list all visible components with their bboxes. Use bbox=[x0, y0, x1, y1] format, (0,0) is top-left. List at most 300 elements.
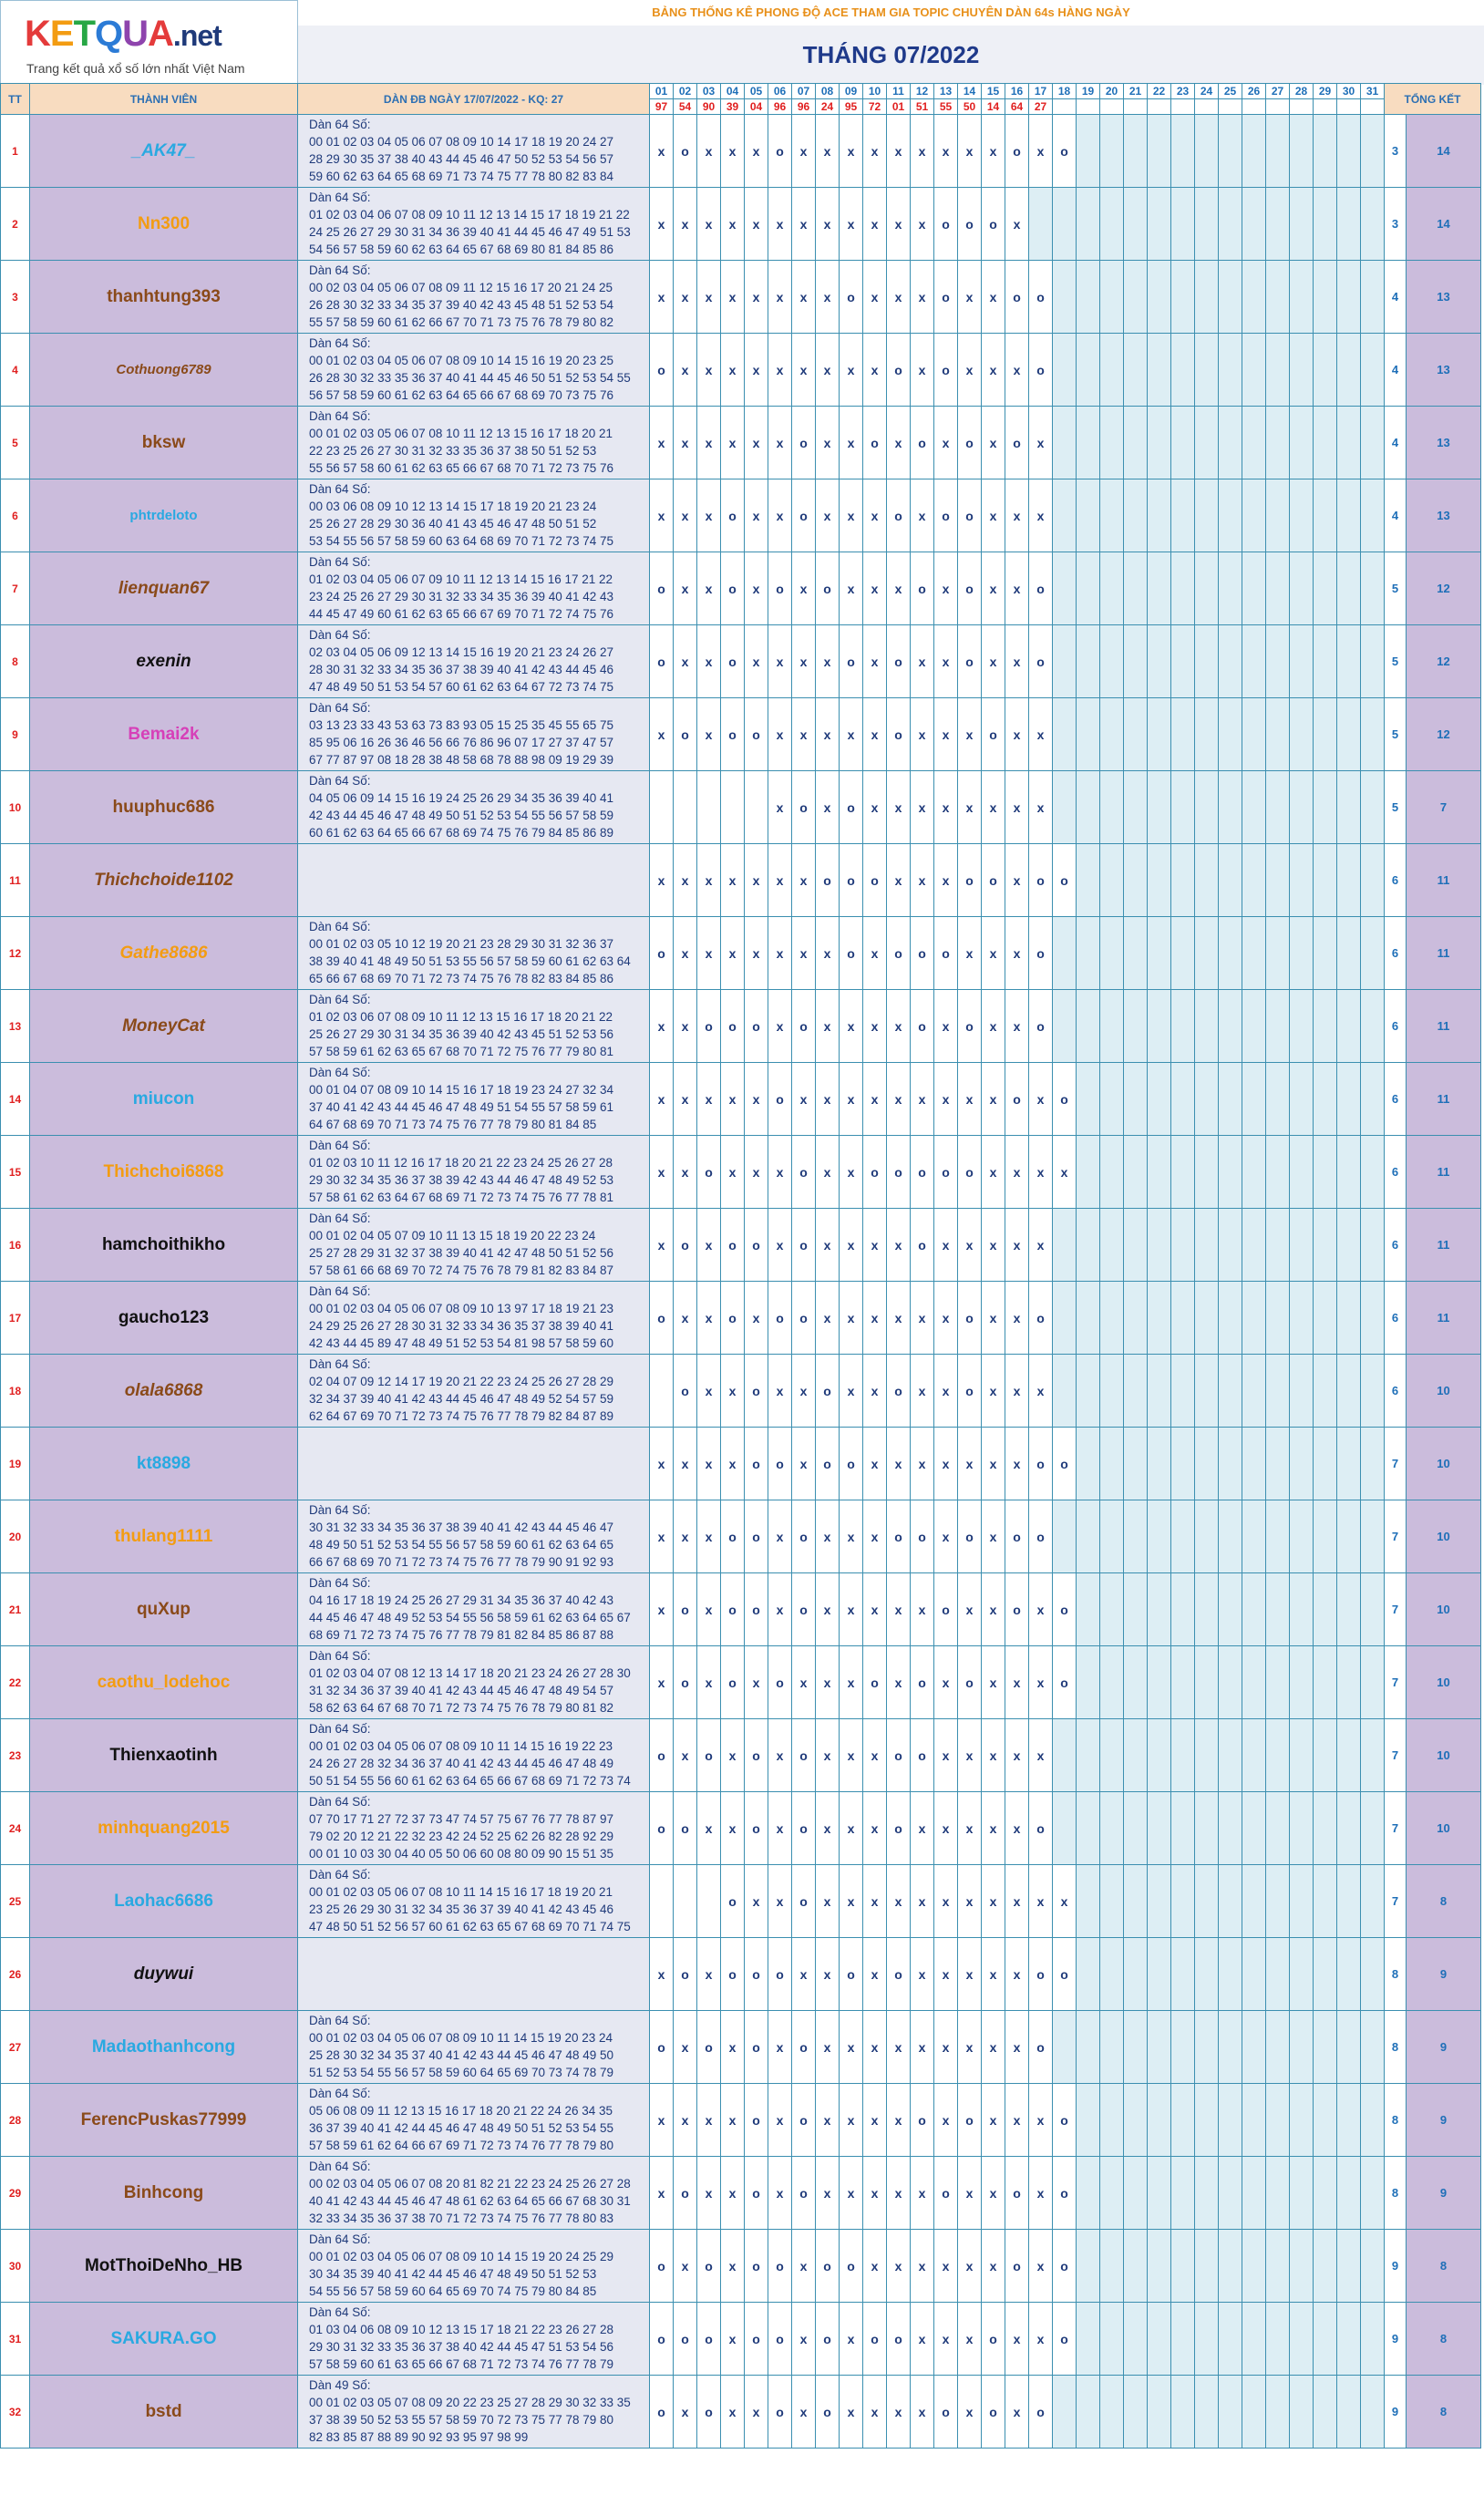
hit-count: 9 bbox=[1385, 2376, 1407, 2449]
mark-miss: x bbox=[934, 2084, 958, 2157]
row-number: 20 bbox=[1, 1500, 30, 1573]
mark-miss: x bbox=[816, 261, 840, 334]
mark-empty bbox=[1100, 1063, 1124, 1136]
row-number: 9 bbox=[1, 698, 30, 771]
dan-line: 00 01 02 03 04 05 06 07 08 09 10 13 97 17 18 19 21 23 bbox=[309, 1302, 614, 1315]
dan-line: 42 43 44 45 46 47 48 49 50 51 52 53 54 55 56 57 58 59 bbox=[309, 809, 614, 822]
mark-miss: x bbox=[697, 2084, 721, 2157]
mark-miss: x bbox=[1005, 479, 1029, 552]
mark-empty bbox=[1361, 698, 1385, 771]
mark-empty bbox=[1361, 2011, 1385, 2084]
mark-miss: x bbox=[1029, 771, 1053, 844]
dan-numbers bbox=[298, 1500, 650, 1573]
mark-empty bbox=[1314, 844, 1337, 917]
mark-empty bbox=[1242, 115, 1266, 188]
mark-miss: x bbox=[745, 844, 768, 917]
row-number: 28 bbox=[1, 2084, 30, 2157]
mark-empty bbox=[1219, 261, 1242, 334]
mark-empty bbox=[1337, 2376, 1361, 2449]
mark-miss: x bbox=[958, 115, 982, 188]
mark-miss: x bbox=[792, 698, 816, 771]
mark-empty bbox=[1195, 1428, 1219, 1500]
header-day: 22 bbox=[1148, 84, 1171, 99]
mark-empty bbox=[1053, 334, 1077, 407]
mark-empty bbox=[1361, 1282, 1385, 1355]
mark-miss: x bbox=[958, 771, 982, 844]
mark-empty bbox=[1242, 1136, 1266, 1209]
mark-empty bbox=[1361, 1719, 1385, 1792]
mark-hit: o bbox=[1053, 1063, 1077, 1136]
mark-miss: x bbox=[792, 2376, 816, 2449]
total-score: 11 bbox=[1407, 1282, 1481, 1355]
mark-empty bbox=[1195, 2376, 1219, 2449]
mark-empty bbox=[1337, 2230, 1361, 2303]
dan-line: 62 64 67 69 70 71 72 73 74 75 76 77 78 79 82 84 87 89 bbox=[309, 1409, 614, 1423]
dan-numbers bbox=[298, 1282, 650, 1355]
total-score: 10 bbox=[1407, 1500, 1481, 1573]
mark-miss: x bbox=[650, 2084, 674, 2157]
mark-empty bbox=[1314, 1719, 1337, 1792]
mark-empty bbox=[1195, 1719, 1219, 1792]
mark-hit: o bbox=[792, 2157, 816, 2230]
member-name[interactable]: Thichchoi6868 bbox=[30, 1136, 298, 1209]
header-day: 21 bbox=[1124, 84, 1148, 99]
mark-hit: o bbox=[1029, 1500, 1053, 1573]
mark-hit: o bbox=[863, 1136, 887, 1209]
member-name[interactable]: Gathe8686 bbox=[30, 917, 298, 990]
member-name[interactable]: thanhtung393 bbox=[30, 261, 298, 334]
mark-empty bbox=[1053, 1500, 1077, 1573]
header-result: 97 bbox=[650, 99, 674, 115]
mark-miss: x bbox=[768, 1865, 792, 1938]
dan-line: 00 01 02 03 05 06 07 08 10 11 12 13 15 16 17 18 20 21 bbox=[309, 427, 613, 440]
mark-miss: x bbox=[745, 1282, 768, 1355]
mark-miss: x bbox=[982, 1428, 1005, 1500]
mark-miss: x bbox=[1005, 844, 1029, 917]
mark-empty bbox=[1242, 771, 1266, 844]
mark-empty bbox=[1290, 2230, 1314, 2303]
mark-hit: o bbox=[816, 844, 840, 917]
mark-hit: o bbox=[768, 2303, 792, 2376]
mark-hit: o bbox=[721, 552, 745, 625]
dan-line: 82 83 85 87 88 89 90 92 93 95 97 98 99 bbox=[309, 2430, 529, 2444]
mark-miss: x bbox=[816, 188, 840, 261]
mark-empty bbox=[1124, 1282, 1148, 1355]
mark-hit: o bbox=[911, 917, 934, 990]
mark-empty bbox=[1029, 188, 1053, 261]
dan-label: Dàn 64 Số: bbox=[309, 1211, 371, 1225]
mark-hit: o bbox=[1005, 407, 1029, 479]
dan-numbers bbox=[298, 1573, 650, 1646]
mark-hit: o bbox=[792, 407, 816, 479]
row-number: 19 bbox=[1, 1428, 30, 1500]
mark-hit: o bbox=[768, 552, 792, 625]
dan-numbers bbox=[298, 990, 650, 1063]
mark-miss: x bbox=[911, 334, 934, 407]
mark-hit: o bbox=[887, 1500, 911, 1573]
mark-empty bbox=[1242, 2303, 1266, 2376]
mark-miss: x bbox=[911, 698, 934, 771]
mark-empty bbox=[1148, 1646, 1171, 1719]
mark-empty bbox=[1314, 1500, 1337, 1573]
header-result bbox=[1100, 99, 1124, 115]
dan-label: Dàn 64 Số: bbox=[309, 482, 371, 496]
row-number: 6 bbox=[1, 479, 30, 552]
row-number: 12 bbox=[1, 917, 30, 990]
mark-empty bbox=[1100, 407, 1124, 479]
mark-miss: x bbox=[721, 2157, 745, 2230]
mark-empty bbox=[1195, 2157, 1219, 2230]
member-name[interactable]: phtrdeloto bbox=[30, 479, 298, 552]
member-name[interactable]: MoneyCat bbox=[30, 990, 298, 1063]
header-result bbox=[1219, 99, 1242, 115]
dan-line: 53 54 55 56 57 58 59 60 63 64 68 69 70 71 72 73 74 75 bbox=[309, 534, 614, 548]
mark-empty bbox=[1171, 1573, 1195, 1646]
mark-miss: x bbox=[982, 2084, 1005, 2157]
mark-miss: x bbox=[958, 698, 982, 771]
mark-empty bbox=[1171, 1792, 1195, 1865]
member-name[interactable]: kt8898 bbox=[30, 1428, 298, 1500]
header-day: 07 bbox=[792, 84, 816, 99]
mark-empty bbox=[1361, 1646, 1385, 1719]
member-name[interactable]: Thienxaotinh bbox=[30, 1719, 298, 1792]
mark-empty bbox=[1077, 552, 1100, 625]
mark-empty bbox=[1266, 2376, 1290, 2449]
mark-hit: o bbox=[863, 407, 887, 479]
ketqua-logo[interactable] bbox=[0, 0, 298, 85]
mark-hit: o bbox=[1005, 2230, 1029, 2303]
mark-empty bbox=[1219, 479, 1242, 552]
mark-empty bbox=[1314, 2011, 1337, 2084]
member-name[interactable]: Thichchoide1102 bbox=[30, 844, 298, 917]
mark-empty bbox=[1242, 1500, 1266, 1573]
mark-empty bbox=[1077, 1719, 1100, 1792]
mark-miss: x bbox=[934, 407, 958, 479]
member-name[interactable]: bksw bbox=[30, 407, 298, 479]
mark-empty bbox=[1337, 1355, 1361, 1428]
member-name[interactable]: Laohac6686 bbox=[30, 1865, 298, 1938]
mark-empty bbox=[1077, 115, 1100, 188]
hit-count: 6 bbox=[1385, 1355, 1407, 1428]
header-dan: DÀN ĐB NGÀY 17/07/2022 - KQ: 27 bbox=[298, 84, 650, 115]
mark-empty bbox=[1100, 1136, 1124, 1209]
mark-miss: x bbox=[1005, 2376, 1029, 2449]
mark-empty bbox=[1242, 1792, 1266, 1865]
mark-hit: o bbox=[982, 698, 1005, 771]
mark-empty bbox=[1171, 844, 1195, 917]
mark-empty bbox=[1361, 2084, 1385, 2157]
mark-miss: x bbox=[982, 115, 1005, 188]
table-row bbox=[1, 479, 1481, 552]
mark-hit: o bbox=[1053, 2230, 1077, 2303]
mark-miss: x bbox=[840, 1573, 863, 1646]
mark-hit: o bbox=[697, 2011, 721, 2084]
hit-count: 6 bbox=[1385, 1136, 1407, 1209]
member-name[interactable]: SAKURA.GO bbox=[30, 2303, 298, 2376]
mark-miss: x bbox=[768, 261, 792, 334]
mark-hit: o bbox=[1053, 2157, 1077, 2230]
mark-empty bbox=[1266, 990, 1290, 1063]
mark-empty bbox=[1148, 1428, 1171, 1500]
mark-empty bbox=[1266, 261, 1290, 334]
mark-hit: o bbox=[650, 917, 674, 990]
dan-line: 36 37 39 40 41 42 44 45 46 47 48 49 50 51 52 53 54 55 bbox=[309, 2121, 614, 2135]
member-name[interactable]: bstd bbox=[30, 2376, 298, 2449]
mark-empty bbox=[1242, 2157, 1266, 2230]
mark-empty bbox=[1053, 407, 1077, 479]
header-day: 03 bbox=[697, 84, 721, 99]
mark-empty bbox=[1242, 625, 1266, 698]
mark-miss: x bbox=[911, 1355, 934, 1428]
dan-line: 29 30 32 34 35 36 37 38 39 42 43 44 46 47 48 49 52 53 bbox=[309, 1173, 614, 1187]
mark-empty bbox=[1219, 1792, 1242, 1865]
mark-hit: o bbox=[982, 2303, 1005, 2376]
header-day: 24 bbox=[1195, 84, 1219, 99]
mark-hit: o bbox=[1029, 1428, 1053, 1500]
mark-empty bbox=[1314, 1063, 1337, 1136]
logo-letter: E bbox=[49, 14, 74, 54]
mark-miss: x bbox=[745, 552, 768, 625]
member-name[interactable]: caothu_lodehoc bbox=[30, 1646, 298, 1719]
mark-miss: x bbox=[863, 1719, 887, 1792]
member-name[interactable]: _AK47_ bbox=[30, 115, 298, 188]
total-score: 11 bbox=[1407, 1209, 1481, 1282]
dan-label: Dàn 64 Số: bbox=[309, 2160, 371, 2173]
mark-hit: o bbox=[887, 1792, 911, 1865]
member-name[interactable]: MotThoiDeNho_HB bbox=[30, 2230, 298, 2303]
header-day: 04 bbox=[721, 84, 745, 99]
mark-hit: o bbox=[650, 1282, 674, 1355]
header-day: 09 bbox=[840, 84, 863, 99]
mark-hit: o bbox=[745, 1500, 768, 1573]
mark-miss: x bbox=[674, 334, 697, 407]
mark-miss: x bbox=[674, 1136, 697, 1209]
mark-miss: x bbox=[887, 1573, 911, 1646]
mark-miss: x bbox=[840, 1282, 863, 1355]
mark-miss: x bbox=[863, 115, 887, 188]
mark-empty bbox=[1290, 188, 1314, 261]
member-name[interactable]: exenin bbox=[30, 625, 298, 698]
table-row bbox=[1, 917, 1481, 990]
mark-empty bbox=[1171, 1719, 1195, 1792]
mark-hit: o bbox=[958, 1136, 982, 1209]
mark-miss: x bbox=[982, 1500, 1005, 1573]
mark-miss: x bbox=[982, 771, 1005, 844]
mark-miss: x bbox=[745, 407, 768, 479]
dan-line: 44 45 47 49 60 61 62 63 65 66 67 69 70 71 72 74 75 76 bbox=[309, 607, 614, 621]
stats-table bbox=[0, 83, 1481, 2449]
mark-miss: x bbox=[840, 2303, 863, 2376]
row-number: 10 bbox=[1, 771, 30, 844]
mark-miss: x bbox=[911, 2230, 934, 2303]
dan-line: 57 58 61 62 63 64 67 68 69 71 72 73 74 75 76 77 78 81 bbox=[309, 1191, 614, 1204]
mark-empty bbox=[1171, 1136, 1195, 1209]
dan-line: 47 48 50 51 52 56 57 60 61 62 63 65 67 68 69 70 71 74 75 bbox=[309, 1920, 631, 1933]
mark-miss: x bbox=[697, 188, 721, 261]
mark-empty bbox=[1148, 334, 1171, 407]
mark-empty bbox=[1148, 1719, 1171, 1792]
mark-empty bbox=[1266, 1063, 1290, 1136]
dan-line: 85 95 06 16 26 36 46 56 66 76 86 96 07 17 27 37 47 57 bbox=[309, 736, 614, 749]
mark-hit: o bbox=[768, 2230, 792, 2303]
mark-miss: x bbox=[792, 844, 816, 917]
mark-miss: x bbox=[674, 990, 697, 1063]
mark-empty bbox=[1314, 698, 1337, 771]
mark-miss: x bbox=[674, 625, 697, 698]
mark-empty bbox=[1100, 917, 1124, 990]
header-day: 25 bbox=[1219, 84, 1242, 99]
member-name[interactable]: miucon bbox=[30, 1063, 298, 1136]
mark-miss: x bbox=[934, 771, 958, 844]
mark-hit: o bbox=[1053, 1938, 1077, 2011]
mark-empty bbox=[1314, 917, 1337, 990]
row-number: 32 bbox=[1, 2376, 30, 2449]
mark-miss: x bbox=[840, 1865, 863, 1938]
dan-line: 66 67 68 69 70 71 72 73 74 75 76 77 78 79 90 91 92 93 bbox=[309, 1555, 614, 1569]
dan-label: Dàn 64 Số: bbox=[309, 1066, 371, 1079]
dan-numbers bbox=[298, 2084, 650, 2157]
total-score: 10 bbox=[1407, 1428, 1481, 1500]
mark-hit: o bbox=[745, 2303, 768, 2376]
mark-hit: o bbox=[911, 1500, 934, 1573]
mark-miss: x bbox=[887, 2084, 911, 2157]
dan-label: Dàn 64 Số: bbox=[309, 263, 371, 277]
member-name[interactable]: thulang1111 bbox=[30, 1500, 298, 1573]
mark-empty bbox=[1124, 334, 1148, 407]
mark-empty bbox=[1266, 1355, 1290, 1428]
dan-line: 00 01 02 03 05 10 12 19 20 21 23 28 29 30 31 32 36 37 bbox=[309, 937, 614, 951]
member-name[interactable]: Bemai2k bbox=[30, 698, 298, 771]
member-name[interactable]: olala6868 bbox=[30, 1355, 298, 1428]
mark-miss: x bbox=[816, 990, 840, 1063]
total-score: 12 bbox=[1407, 552, 1481, 625]
mark-empty bbox=[1195, 552, 1219, 625]
mark-miss: x bbox=[840, 1792, 863, 1865]
mark-miss: x bbox=[863, 1063, 887, 1136]
header-result bbox=[1266, 99, 1290, 115]
mark-hit: o bbox=[768, 1428, 792, 1500]
mark-hit: o bbox=[792, 2011, 816, 2084]
mark-empty bbox=[1171, 1063, 1195, 1136]
dan-label: Dàn 64 Số: bbox=[309, 1139, 371, 1152]
dan-numbers bbox=[298, 261, 650, 334]
mark-hit: o bbox=[958, 2084, 982, 2157]
mark-miss: x bbox=[697, 844, 721, 917]
total-score: 13 bbox=[1407, 334, 1481, 407]
dan-label: Dàn 64 Số: bbox=[309, 409, 371, 423]
mark-empty bbox=[1290, 990, 1314, 1063]
mark-miss: x bbox=[982, 2157, 1005, 2230]
mark-empty bbox=[1124, 625, 1148, 698]
row-number: 31 bbox=[1, 2303, 30, 2376]
mark-empty bbox=[1148, 1136, 1171, 1209]
member-name[interactable]: Binhcong bbox=[30, 2157, 298, 2230]
mark-hit: o bbox=[768, 1646, 792, 1719]
member-name[interactable]: quXup bbox=[30, 1573, 298, 1646]
dan-line: 56 57 58 59 60 61 62 63 64 65 66 67 68 69 70 73 75 76 bbox=[309, 388, 614, 402]
mark-empty bbox=[1242, 844, 1266, 917]
member-name[interactable]: gaucho123 bbox=[30, 1282, 298, 1355]
mark-miss: x bbox=[721, 115, 745, 188]
mark-empty bbox=[745, 771, 768, 844]
mark-empty bbox=[1337, 407, 1361, 479]
member-name[interactable]: Madaothanhcong bbox=[30, 2011, 298, 2084]
mark-miss: x bbox=[745, 1063, 768, 1136]
dan-label: Dàn 64 Số: bbox=[309, 2232, 371, 2246]
mark-empty bbox=[1361, 1938, 1385, 2011]
mark-empty bbox=[1361, 1063, 1385, 1136]
mark-miss: x bbox=[934, 552, 958, 625]
mark-miss: x bbox=[697, 552, 721, 625]
member-name[interactable]: minhquang2015 bbox=[30, 1792, 298, 1865]
mark-empty bbox=[1337, 771, 1361, 844]
table-row bbox=[1, 1865, 1481, 1938]
dan-line: 00 01 02 03 05 06 07 08 10 11 14 15 16 17 18 19 20 21 bbox=[309, 1885, 613, 1899]
table-row bbox=[1, 1646, 1481, 1719]
dan-label: Dàn 64 Số: bbox=[309, 1503, 371, 1517]
mark-empty bbox=[1242, 1938, 1266, 2011]
table-row bbox=[1, 334, 1481, 407]
member-name[interactable]: Nn300 bbox=[30, 188, 298, 261]
dan-numbers bbox=[298, 1792, 650, 1865]
mark-empty bbox=[1124, 552, 1148, 625]
mark-empty bbox=[1077, 1646, 1100, 1719]
dan-line: 48 49 50 51 52 53 54 55 56 57 58 59 60 61 62 63 64 65 bbox=[309, 1538, 614, 1552]
mark-hit: o bbox=[840, 1938, 863, 2011]
member-name[interactable]: huuphuc686 bbox=[30, 771, 298, 844]
mark-miss: x bbox=[840, 1719, 863, 1792]
mark-miss: x bbox=[816, 1500, 840, 1573]
dan-line: 31 32 34 36 37 39 40 41 42 43 44 45 46 47 48 49 54 57 bbox=[309, 1684, 614, 1697]
member-name[interactable]: duywui bbox=[30, 1938, 298, 2011]
mark-empty bbox=[1314, 990, 1337, 1063]
member-name[interactable]: Cothuong6789 bbox=[30, 334, 298, 407]
mark-empty bbox=[1195, 844, 1219, 917]
mark-empty bbox=[1148, 698, 1171, 771]
mark-empty bbox=[1314, 1865, 1337, 1938]
mark-empty bbox=[1290, 1209, 1314, 1282]
member-name[interactable]: FerencPuskas77999 bbox=[30, 2084, 298, 2157]
dan-line: 64 67 68 69 70 71 73 74 75 76 77 78 79 80 81 84 85 bbox=[309, 1118, 597, 1131]
mark-miss: x bbox=[911, 261, 934, 334]
mark-miss: x bbox=[816, 625, 840, 698]
header-day: 11 bbox=[887, 84, 911, 99]
mark-empty bbox=[1266, 2303, 1290, 2376]
mark-hit: o bbox=[1005, 261, 1029, 334]
mark-miss: x bbox=[840, 2157, 863, 2230]
mark-miss: x bbox=[863, 1792, 887, 1865]
mark-empty bbox=[1266, 1719, 1290, 1792]
dan-line: 42 43 44 45 89 47 48 49 51 52 53 54 81 98 57 58 59 60 bbox=[309, 1336, 614, 1350]
row-number: 11 bbox=[1, 844, 30, 917]
mark-empty bbox=[1219, 1209, 1242, 1282]
member-name[interactable]: hamchoithikho bbox=[30, 1209, 298, 1282]
header-day: 10 bbox=[863, 84, 887, 99]
hit-count: 4 bbox=[1385, 261, 1407, 334]
mark-hit: o bbox=[792, 1500, 816, 1573]
total-score: 13 bbox=[1407, 261, 1481, 334]
dan-numbers bbox=[298, 334, 650, 407]
mark-miss: x bbox=[840, 115, 863, 188]
mark-empty bbox=[1337, 844, 1361, 917]
mark-empty bbox=[1219, 625, 1242, 698]
mark-miss: x bbox=[768, 844, 792, 917]
mark-empty bbox=[1219, 1500, 1242, 1573]
mark-empty bbox=[1195, 1938, 1219, 2011]
mark-miss: x bbox=[674, 2230, 697, 2303]
member-name[interactable]: lienquan67 bbox=[30, 552, 298, 625]
mark-empty bbox=[1053, 1209, 1077, 1282]
